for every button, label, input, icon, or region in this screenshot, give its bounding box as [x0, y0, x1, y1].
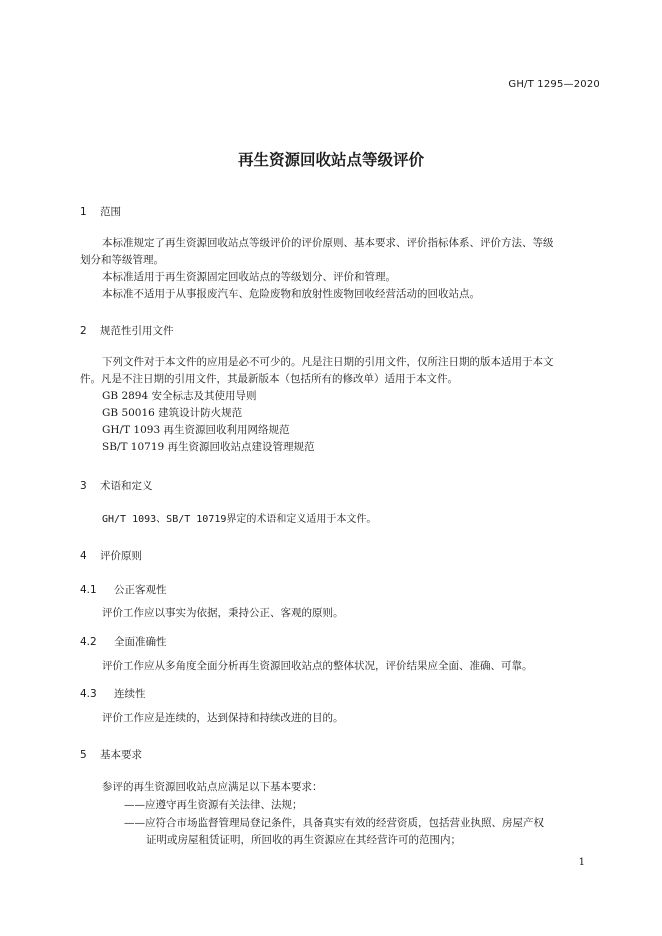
paragraph: 本标准规定了再生资源回收站点等级评价的评价原则、基本要求、评价指标体系、评价方法、等级 — [102, 237, 554, 249]
subsection-4-2-heading — [80, 634, 167, 649]
reference-item: GB 2894 安全标志及其使用导则 — [102, 390, 257, 402]
list-item: ——应遵守再生资源有关法律、法规； — [124, 799, 303, 811]
section-number: 3 — [80, 480, 87, 492]
subsection-number: 4.1 — [80, 584, 97, 596]
paragraph: 评价工作应从多角度全面分析再生资源回收站点的整体状况，评价结果应全面、准确、可靠。 — [102, 660, 533, 672]
reference-item: SB/T 10719 再生资源回收站点建设管理规范 — [102, 441, 315, 453]
paragraph: 评价工作应以事实为依据，秉持公正、客观的原则。 — [102, 607, 344, 619]
section-title: 规范性引用文件 — [100, 325, 174, 337]
subsection-title: 公正客观性 — [114, 584, 167, 596]
section-title: 评价原则 — [100, 550, 142, 562]
subsection-4-1-heading — [80, 582, 167, 597]
section-1-heading — [80, 204, 121, 219]
section-4-heading — [80, 548, 142, 563]
subsection-title: 全面准确性 — [114, 636, 167, 648]
subsection-4-3-heading — [80, 686, 146, 701]
section-3-heading — [80, 478, 153, 493]
reference-item: GH/T 1093 再生资源回收利用网络规范 — [102, 424, 290, 436]
section-title: 术语和定义 — [100, 480, 153, 492]
section-number: 1 — [80, 206, 87, 218]
section-5-heading — [80, 747, 142, 762]
reference-item: GB 50016 建筑设计防火规范 — [102, 407, 243, 419]
list-item-continuation: 证明或房屋租赁证明，所回收的再生资源应在其经营许可的范围内； — [146, 834, 461, 846]
section-title: 范围 — [100, 206, 121, 218]
section-2-heading — [80, 323, 174, 338]
section-number: 5 — [80, 749, 87, 761]
paragraph: 本标准适用于再生资源固定回收站点的等级划分、评价和管理。 — [102, 271, 396, 283]
page-number: 1 — [578, 857, 585, 868]
paragraph-continuation: 划分和等级管理。 — [80, 254, 164, 266]
subsection-number: 4.3 — [80, 688, 97, 700]
subsection-title: 连续性 — [114, 688, 146, 700]
section-title: 基本要求 — [100, 749, 142, 761]
document-title: 再生资源回收站点等级评价 — [237, 151, 424, 169]
paragraph: 下列文件对于本文件的应用是必不可少的。凡是注日期的引用文件，仅所注日期的版本适用于本文 — [102, 356, 554, 368]
paragraph-continuation: 件。凡是不注日期的引用文件，其最新版本（包括所有的修改单）适用于本文件。 — [80, 373, 458, 385]
paragraph: 本标准不适用于从事报废汽车、危险废物和放射性废物回收经营活动的回收站点。 — [102, 288, 480, 300]
paragraph: 参评的再生资源回收站点应满足以下基本要求： — [102, 781, 323, 793]
standard-number: GH/T 1295—2020 — [508, 79, 600, 90]
subsection-number: 4.2 — [80, 636, 97, 648]
section-number: 2 — [80, 325, 87, 337]
section-number: 4 — [80, 550, 87, 562]
list-item: ——应符合市场监督管理局登记条件，具备真实有效的经营资质，包括营业执照、房屋产权 — [124, 817, 544, 829]
paragraph: GH/T 1093、SB/T 10719界定的术语和定义适用于本文件。 — [102, 514, 377, 525]
paragraph: 评价工作应是连续的，达到保持和持续改进的目的。 — [102, 712, 344, 724]
